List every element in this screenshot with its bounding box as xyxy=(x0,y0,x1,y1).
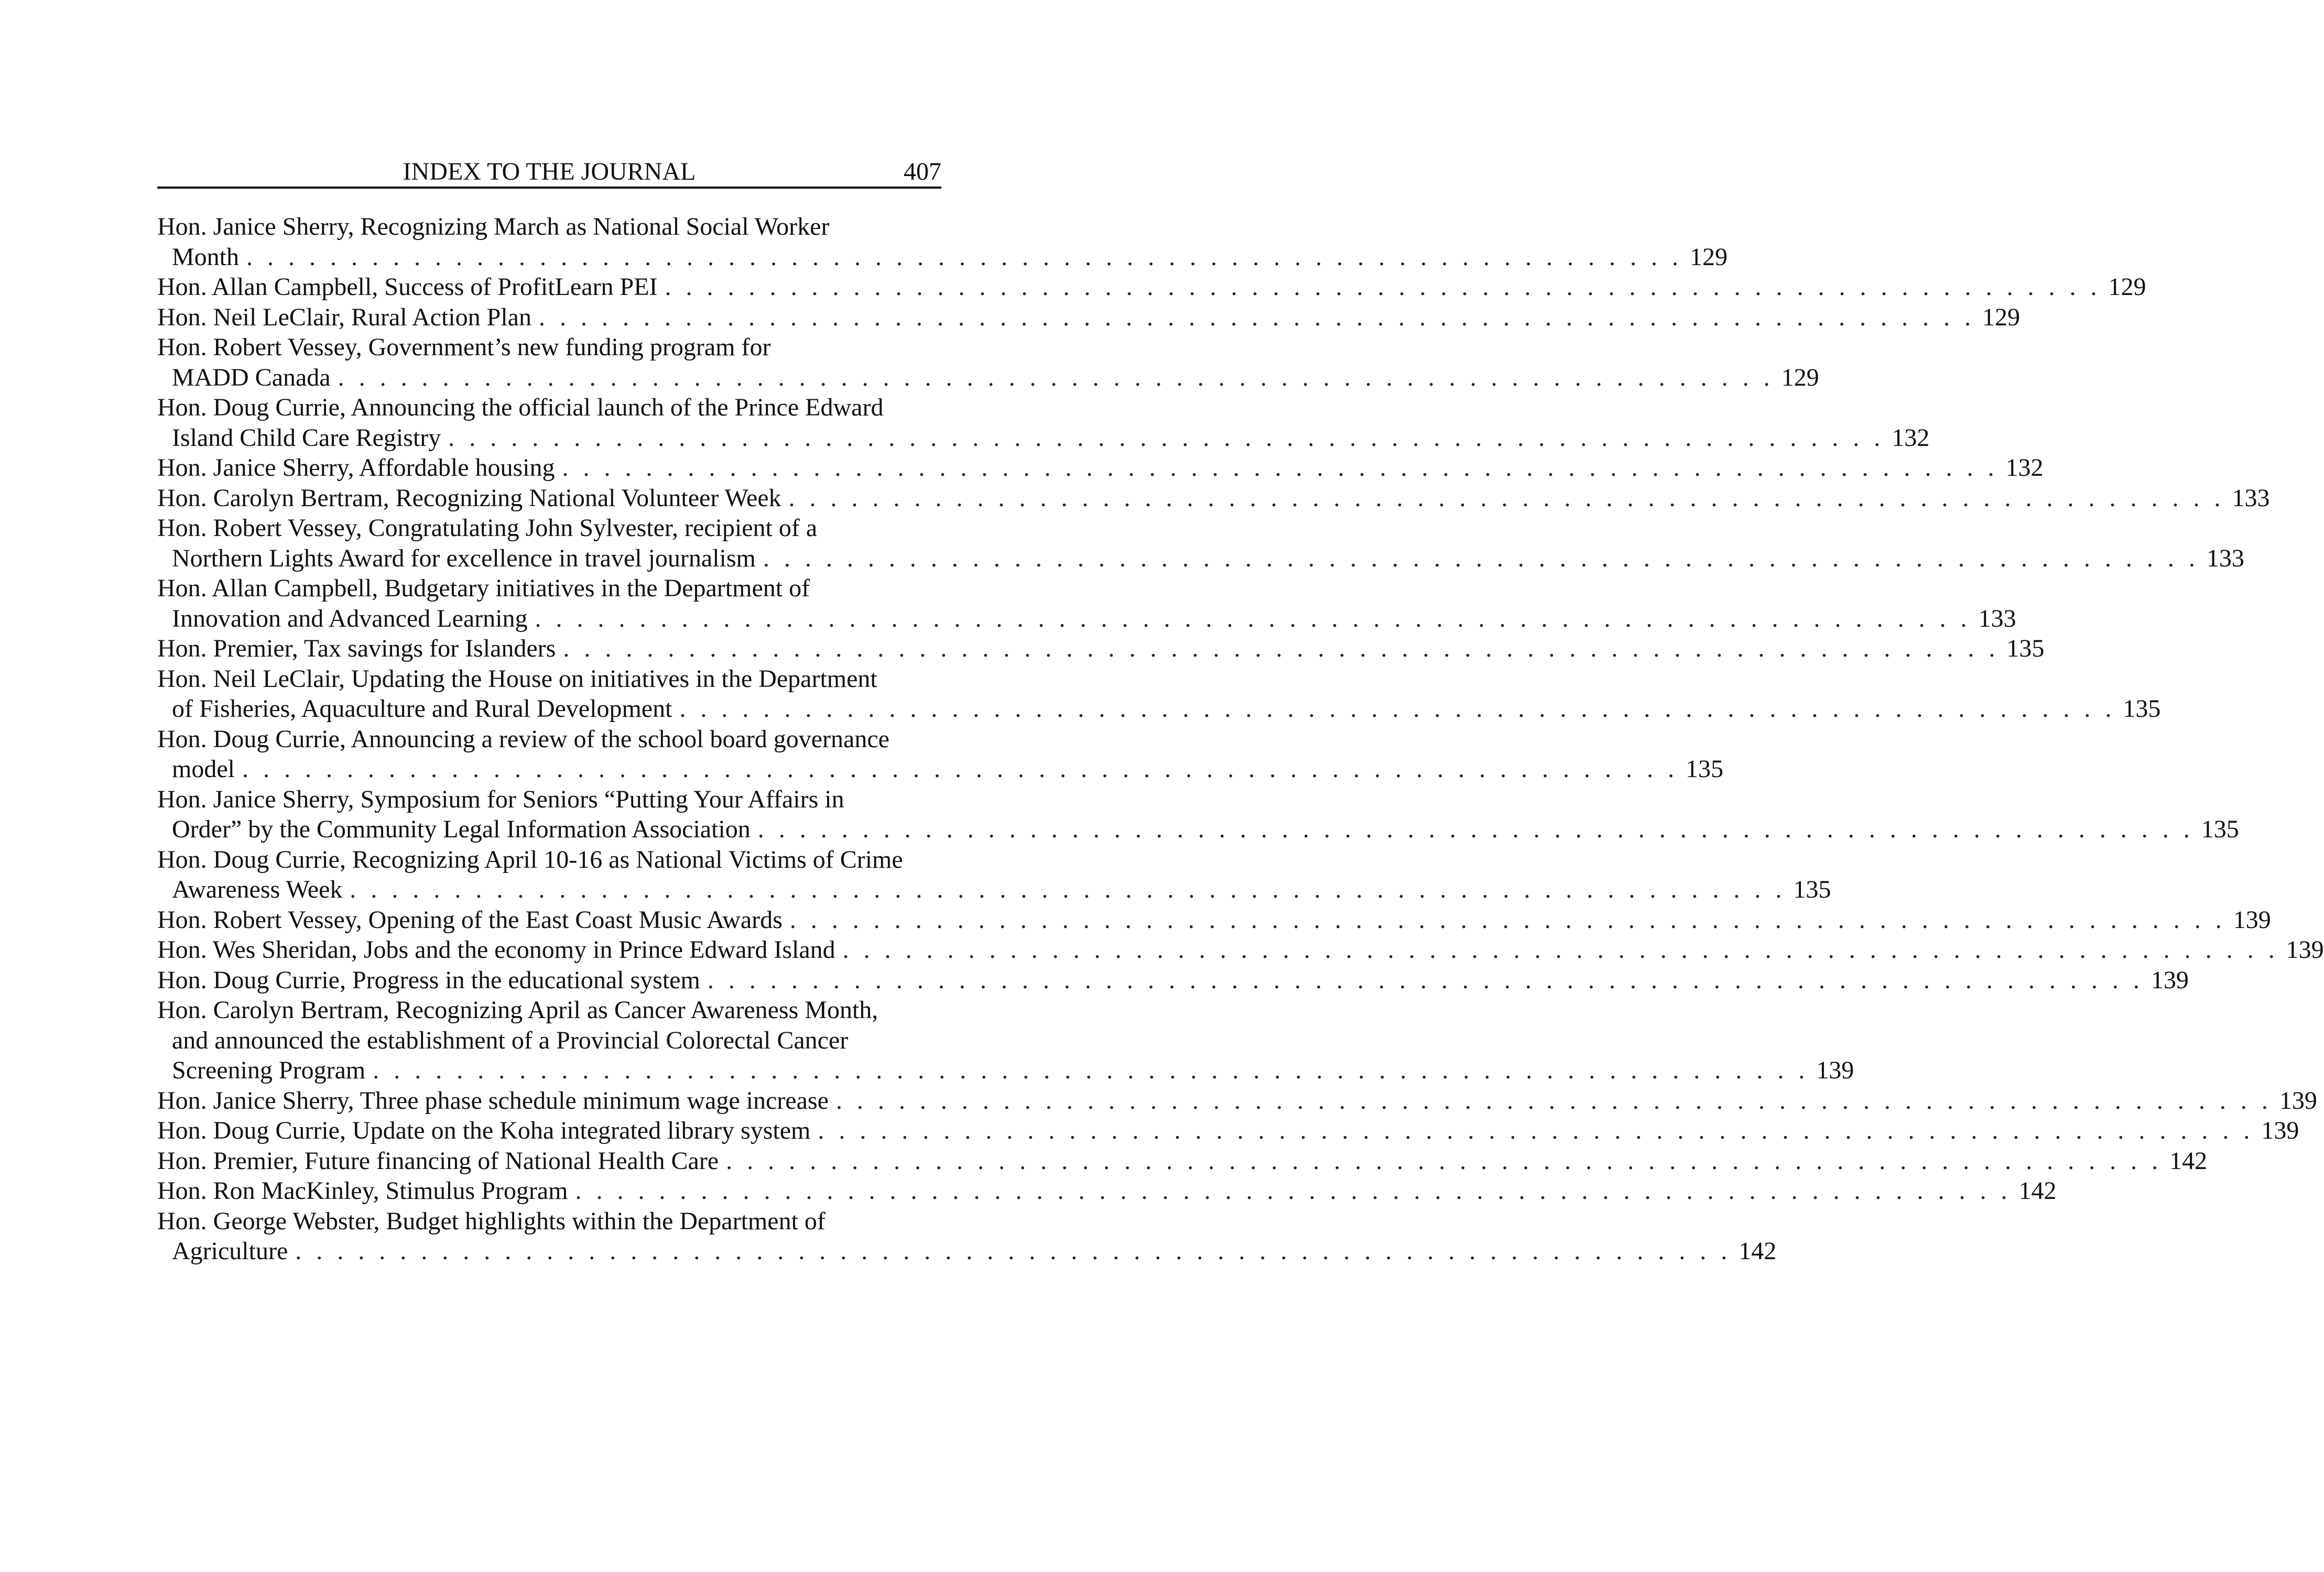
index-entry-text: Hon. Wes Sheridan, Jobs and the economy in Prince Edward Island xyxy=(157,936,835,964)
dot-leader: . . . . . . . . . . . . . . . . . . . . . . . . . . . . . . . . . . . . . . . . . . . . . . . . . . . . . . . . . . . . . . . . . . . . . xyxy=(842,936,2279,964)
index-entry xyxy=(157,634,2045,664)
index-entry-text: Agriculture xyxy=(172,1237,288,1265)
index-entry xyxy=(157,995,1854,1086)
index-entry-line xyxy=(157,965,2189,996)
index-entry xyxy=(157,453,2044,483)
index-entry-text: MADD Canada xyxy=(172,363,331,391)
index-entry-line: Hon. Doug Currie, Announcing a review of the school board governance xyxy=(157,725,889,753)
index-entry-line xyxy=(157,242,1728,272)
index-entry-line xyxy=(157,1176,2057,1206)
index-entry-line xyxy=(157,483,2270,514)
index-entry-page: 135 xyxy=(2006,635,2045,662)
index-entry-text: Hon. Janice Sherry, Three phase schedule minimum wage increase xyxy=(157,1086,829,1115)
index-entry xyxy=(157,573,2016,634)
index-entry-page: 129 xyxy=(1690,243,1728,271)
index-entry-page: 135 xyxy=(1793,876,1831,903)
running-title: INDEX TO THE JOURNAL xyxy=(403,158,696,185)
index-entry-line xyxy=(157,1086,2317,1116)
dot-leader: . . . . . . . . . . . . . . . . . . . . . . . . . . . . . . . . . . . . . . . . . . . . . . . . . . . . . . . . . . . . . . . . . . . . . xyxy=(707,966,2144,994)
index-entry xyxy=(157,1116,2299,1146)
index-entry xyxy=(157,664,2161,724)
index-entry xyxy=(157,302,2020,333)
index-entry-page: 139 xyxy=(2151,966,2189,994)
index-entry-page: 139 xyxy=(2261,1117,2299,1144)
index-entry-page: 133 xyxy=(2206,544,2244,572)
index-entry-line: Hon. George Webster, Budget highlights within the Department of xyxy=(157,1207,826,1235)
index-entry-text: model xyxy=(172,755,235,783)
index-entry-page: 129 xyxy=(1982,303,2020,331)
index-entry-page: 135 xyxy=(2123,695,2161,723)
index-entry-line: and announced the establishment of a Provincial Colorectal Cancer xyxy=(172,1026,849,1054)
index-entry-line: Hon. Janice Sherry, Recognizing March as National Social Worker xyxy=(157,213,830,241)
index-entry-page: 139 xyxy=(1816,1056,1854,1084)
index-entry-text: Hon. Robert Vessey, Opening of the East Coast Music Awards xyxy=(157,905,783,934)
index-entry xyxy=(157,1206,1777,1267)
index-entry-line xyxy=(157,875,1831,905)
index-entry xyxy=(157,272,2146,302)
index-entry xyxy=(157,212,1728,272)
index-entry-line xyxy=(157,935,2324,965)
dot-leader: . . . . . . . . . . . . . . . . . . . . . . . . . . . . . . . . . . . . . . . . . . . . . . . . . . . . . . . . . . . . . . . . . . . . . xyxy=(679,695,2116,723)
index-entry-page: 139 xyxy=(2233,905,2271,934)
dot-leader: . . . . . . . . . . . . . . . . . . . . . . . . . . . . . . . . . . . . . . . . . . . . . . . . . . . . . . . . . . . . . . . . . . . . . xyxy=(818,1117,2254,1144)
index-entry-line: Hon. Doug Currie, Announcing the official launch of the Prince Edward xyxy=(157,394,884,421)
index-entry-text: Hon. Premier, Future financing of National Health Care xyxy=(157,1147,719,1175)
index-entry-page: 129 xyxy=(1781,363,1819,391)
index-entry-text: Month xyxy=(172,243,240,271)
index-entry-line: Hon. Doug Currie, Recognizing April 10-16 as National Victims of Crime xyxy=(157,845,903,874)
index-entry-line xyxy=(157,543,2244,574)
index-entry-text: Innovation and Advanced Learning xyxy=(172,604,528,632)
index-entry-line xyxy=(157,1116,2299,1146)
index-entry-line xyxy=(157,302,2020,333)
index-entry-line xyxy=(157,905,2271,935)
dot-leader: . . . . . . . . . . . . . . . . . . . . . . . . . . . . . . . . . . . . . . . . . . . . . . . . . . . . . . . . . . . . . . . . . . . . . xyxy=(448,423,1885,452)
index-entry-line: Hon. Robert Vessey, Government’s new funding program for xyxy=(157,333,771,361)
dot-leader: . . . . . . . . . . . . . . . . . . . . . . . . . . . . . . . . . . . . . . . . . . . . . . . . . . . . . . . . . . . . . . . . . . . . . xyxy=(373,1056,1809,1084)
dot-leader: . . . . . . . . . . . . . . . . . . . . . . . . . . . . . . . . . . . . . . . . . . . . . . . . . . . . . . . . . . . . . . . . . . . . . xyxy=(665,273,2101,301)
index-entry-page: 142 xyxy=(2018,1177,2057,1205)
index-entry-text: Hon. Doug Currie, Update on the Koha integrated library system xyxy=(157,1117,811,1144)
index-entry-text: Hon. Allan Campbell, Success of ProfitLearn PEI xyxy=(157,273,658,301)
index-entry-list xyxy=(157,212,2324,1267)
index-entry-line xyxy=(157,1055,1854,1086)
index-entry-text: Hon. Neil LeClair, Rural Action Plan xyxy=(157,303,531,331)
index-entry-line xyxy=(157,814,2239,845)
dot-leader: . . . . . . . . . . . . . . . . . . . . . . . . . . . . . . . . . . . . . . . . . . . . . . . . . . . . . . . . . . . . . . . . . . . . . xyxy=(242,755,1678,783)
index-entry-page: 129 xyxy=(2108,273,2146,301)
index-entry-text: Hon. Premier, Tax savings for Islanders xyxy=(157,635,556,662)
index-entry-text: Northern Lights Award for excellence in travel journalism xyxy=(172,544,756,572)
index-entry xyxy=(157,1146,2208,1176)
dot-leader: . . . . . . . . . . . . . . . . . . . . . . . . . . . . . . . . . . . . . . . . . . . . . . . . . . . . . . . . . . . . . . . . . . . . . xyxy=(538,303,1975,331)
index-entry-line xyxy=(157,754,1723,784)
index-entry-line xyxy=(157,694,2161,724)
dot-leader: . . . . . . . . . . . . . . . . . . . . . . . . . . . . . . . . . . . . . . . . . . . . . . . . . . . . . . . . . . . . . . . . . . . . . xyxy=(835,1086,2272,1115)
index-entry-page: 132 xyxy=(1892,423,1930,452)
index-entry-line: Hon. Robert Vessey, Congratulating John Sylvester, recipient of a xyxy=(157,514,818,542)
index-entry-text: Screening Program xyxy=(172,1056,366,1084)
index-entry-page: 132 xyxy=(2005,454,2044,482)
index-entry xyxy=(157,332,1819,392)
index-entry-page: 135 xyxy=(1685,755,1723,783)
index-entry-page: 139 xyxy=(2286,936,2324,964)
index-entry xyxy=(157,1176,2057,1206)
index-entry-line xyxy=(157,453,2044,483)
index-entry-line xyxy=(157,634,2045,664)
index-entry-line: Hon. Allan Campbell, Budgetary initiatives in the Department of xyxy=(157,574,810,602)
index-entry-page: 142 xyxy=(1739,1237,1777,1265)
index-entry-page: 142 xyxy=(2169,1147,2208,1175)
index-entry-line: Hon. Janice Sherry, Symposium for Seniors “Putting Your Affairs in xyxy=(157,785,844,813)
index-entry-text: Order” by the Community Legal Information Association xyxy=(172,815,751,843)
index-entry-line xyxy=(157,363,1819,393)
dot-leader: . . . . . . . . . . . . . . . . . . . . . . . . . . . . . . . . . . . . . . . . . . . . . . . . . . . . . . . . . . . . . . . . . . . . . xyxy=(562,454,1999,482)
index-entry-text: Hon. Carolyn Bertram, Recognizing National Volunteer Week xyxy=(157,484,781,512)
index-entry-line xyxy=(157,272,2146,302)
index-entry xyxy=(157,392,1930,453)
index-entry xyxy=(157,965,2189,996)
page-number: 407 xyxy=(904,158,941,185)
index-entry-line: Hon. Neil LeClair, Updating the House on initiatives in the Department xyxy=(157,664,877,693)
index-entry-line xyxy=(157,1146,2208,1176)
dot-leader: . . . . . . . . . . . . . . . . . . . . . . . . . . . . . . . . . . . . . . . . . . . . . . . . . . . . . . . . . . . . . . . . . . . . . xyxy=(246,243,1683,271)
index-entry-text: Hon. Janice Sherry, Affordable housing xyxy=(157,454,555,482)
index-entry-line xyxy=(157,604,2016,634)
index-entry-text: Awareness Week xyxy=(172,876,343,903)
index-entry xyxy=(157,724,1723,784)
dot-leader: . . . . . . . . . . . . . . . . . . . . . . . . . . . . . . . . . . . . . . . . . . . . . . . . . . . . . . . . . . . . . . . . . . . . . xyxy=(295,1237,1732,1265)
index-entry-line xyxy=(157,423,1930,453)
dot-leader: . . . . . . . . . . . . . . . . . . . . . . . . . . . . . . . . . . . . . . . . . . . . . . . . . . . . . . . . . . . . . . . . . . . . . xyxy=(726,1147,2163,1175)
running-header xyxy=(157,157,941,189)
index-entry-text: of Fisheries, Aquaculture and Rural Development xyxy=(172,695,672,723)
index-entry-text: Hon. Doug Currie, Progress in the educational system xyxy=(157,966,700,994)
index-entry xyxy=(157,1086,2317,1116)
index-entry xyxy=(157,483,2270,514)
dot-leader: . . . . . . . . . . . . . . . . . . . . . . . . . . . . . . . . . . . . . . . . . . . . . . . . . . . . . . . . . . . . . . . . . . . . . xyxy=(763,544,2199,572)
dot-leader: . . . . . . . . . . . . . . . . . . . . . . . . . . . . . . . . . . . . . . . . . . . . . . . . . . . . . . . . . . . . . . . . . . . . . xyxy=(575,1177,2012,1205)
dot-leader: . . . . . . . . . . . . . . . . . . . . . . . . . . . . . . . . . . . . . . . . . . . . . . . . . . . . . . . . . . . . . . . . . . . . . xyxy=(788,484,2225,512)
dot-leader: . . . . . . . . . . . . . . . . . . . . . . . . . . . . . . . . . . . . . . . . . . . . . . . . . . . . . . . . . . . . . . . . . . . . . xyxy=(535,604,1971,632)
dot-leader: . . . . . . . . . . . . . . . . . . . . . . . . . . . . . . . . . . . . . . . . . . . . . . . . . . . . . . . . . . . . . . . . . . . . . xyxy=(350,876,1786,903)
index-entry-line: Hon. Carolyn Bertram, Recognizing April as Cancer Awareness Month, xyxy=(157,996,878,1024)
dot-leader: . . . . . . . . . . . . . . . . . . . . . . . . . . . . . . . . . . . . . . . . . . . . . . . . . . . . . . . . . . . . . . . . . . . . . xyxy=(563,635,2000,662)
index-entry-page: 139 xyxy=(2279,1086,2317,1115)
index-entry-line xyxy=(157,1236,1777,1267)
index-entry xyxy=(157,845,1831,905)
index-entry xyxy=(157,784,2239,845)
dot-leader: . . . . . . . . . . . . . . . . . . . . . . . . . . . . . . . . . . . . . . . . . . . . . . . . . . . . . . . . . . . . . . . . . . . . . xyxy=(789,905,2226,934)
index-entry xyxy=(157,935,2324,965)
index-entry-text: Hon. Ron MacKinley, Stimulus Program xyxy=(157,1177,568,1205)
journal-index-page xyxy=(157,157,2324,1267)
index-entry-page: 133 xyxy=(1978,604,2016,632)
dot-leader: . . . . . . . . . . . . . . . . . . . . . . . . . . . . . . . . . . . . . . . . . . . . . . . . . . . . . . . . . . . . . . . . . . . . . xyxy=(338,363,1774,391)
index-entry xyxy=(157,905,2271,935)
index-entry-page: 135 xyxy=(2201,815,2239,843)
index-entry-page: 133 xyxy=(2232,484,2270,512)
index-entry-text: Island Child Care Registry xyxy=(172,423,441,452)
dot-leader: . . . . . . . . . . . . . . . . . . . . . . . . . . . . . . . . . . . . . . . . . . . . . . . . . . . . . . . . . . . . . . . . . . . . . xyxy=(757,815,2194,843)
index-entry xyxy=(157,513,2244,573)
